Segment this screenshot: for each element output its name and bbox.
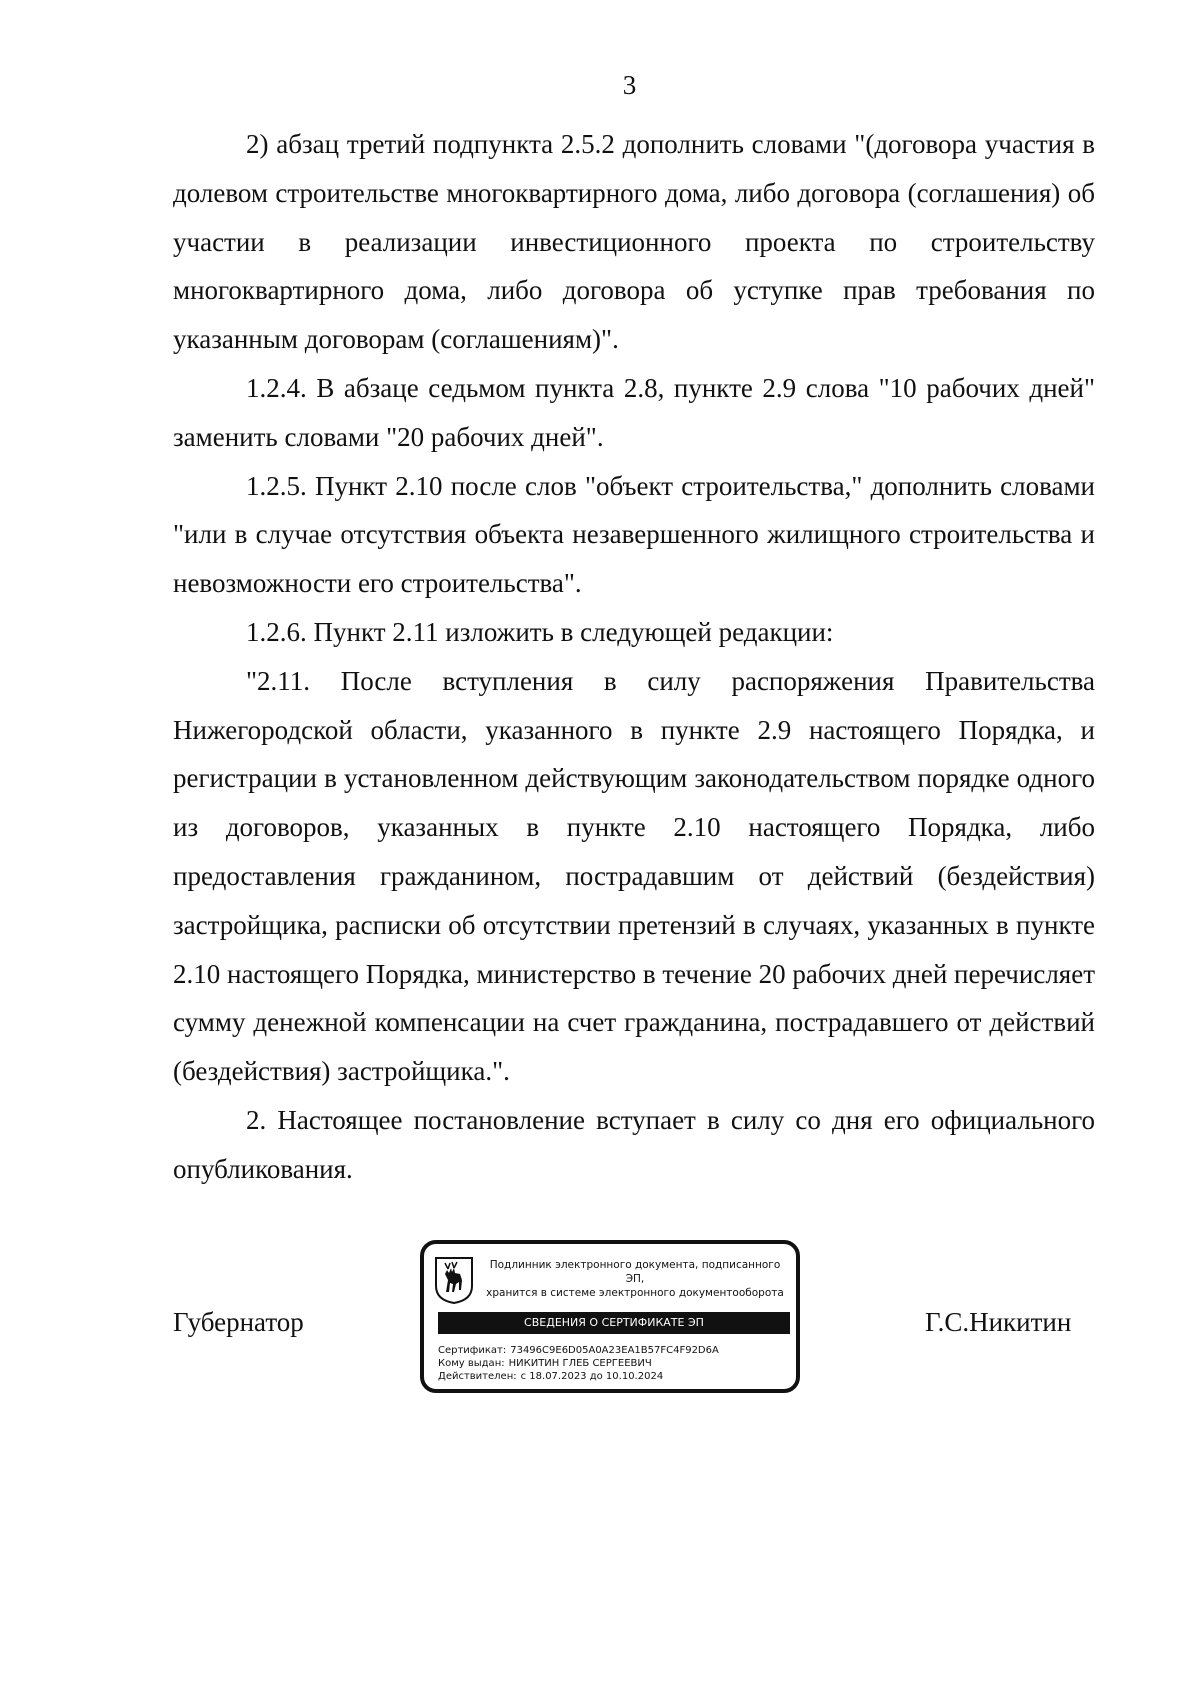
certificate-row [438,1344,790,1357]
paragraph-2-11-text: "2.11. После вступления в силу распоряжения Правительства Нижегородской области, указанного в пункте 2.9 настоящего Порядка, и регистрации в установленном действующим законодательством порядке одного из договоров, указанных в пункте 2.10 настоящего Порядка, либо предоставления гражданином, пострадавшим от действий (бездействия) застройщика, расписки об отсутствии претензий в случаях, указанных в пункте 2.10 настоящего Порядка, министерство в течение 20 рабочих дней перечисляет сумму денежной компенсации на счет гражданина, пострадавшего от действий (бездействия) застройщика.". [173,665,1095,1087]
stamp-header-line-1: Подлинник электронного документа, подписанного ЭП, [489,1259,781,1285]
signer-name: Г.С.Никитин [925,1307,1072,1337]
validity-row [438,1370,790,1383]
issued-to-row [438,1357,790,1370]
page-number: 3 [622,70,637,100]
validity-value: с 18.07.2023 до 10.10.2024 [520,1371,664,1382]
stamp-certificate-bar: СВЕДЕНИЯ О СЕРТИФИКАТЕ ЭП [438,1312,790,1334]
electronic-signature-stamp [420,1240,800,1393]
certificate-label: Сертификат: [438,1345,507,1356]
signature-block [0,1240,1200,1400]
paragraph-effective-date: 2. Настоящее постановление вступает в силу со дня его официального опубликования. [173,1104,1095,1184]
stamp-certificate-details [438,1344,790,1383]
paragraph-1-2-4: 1.2.4. В абзаце седьмом пункта 2.8, пункте 2.9 слова "10 рабочих дней" заменить словами "20 рабочих дней". [173,372,1095,452]
paragraph-1-2-6: 1.2.6. Пункт 2.11 изложить в следующей редакции: [246,616,834,647]
signer-title: Губернатор [173,1307,304,1337]
document-body [173,120,1095,1194]
validity-label: Действителен: [438,1371,517,1382]
issued-to-value: НИКИТИН ГЛЕБ СЕРГЕЕВИЧ [508,1358,652,1369]
stamp-header [480,1258,790,1300]
deer-coat-of-arms-icon [434,1256,474,1304]
certificate-value: 73496C9E6D05A0A23EA1B57FC4F92D6A [510,1345,719,1356]
stamp-header-line-2: хранится в системе электронного документооборота [486,1287,784,1299]
paragraph-1-2-5: 1.2.5. Пункт 2.10 после слов "объект строительства," дополнить словами "или в случае отсутствия объекта незавершенного жилищного строительства и невозможности его строительства". [173,470,1095,599]
issued-to-label: Кому выдан: [438,1358,505,1369]
paragraph-2-5-2: 2) абзац третий подпункта 2.5.2 дополнить словами "(договора участия в долевом строительстве многоквартирного дома, либо договора (соглашения) об участии в реализации инвестиционного проекта по строительству многоквартирного дома, либо договора об уступке прав требования по указанным договорам (соглашениям)". [173,129,1095,355]
